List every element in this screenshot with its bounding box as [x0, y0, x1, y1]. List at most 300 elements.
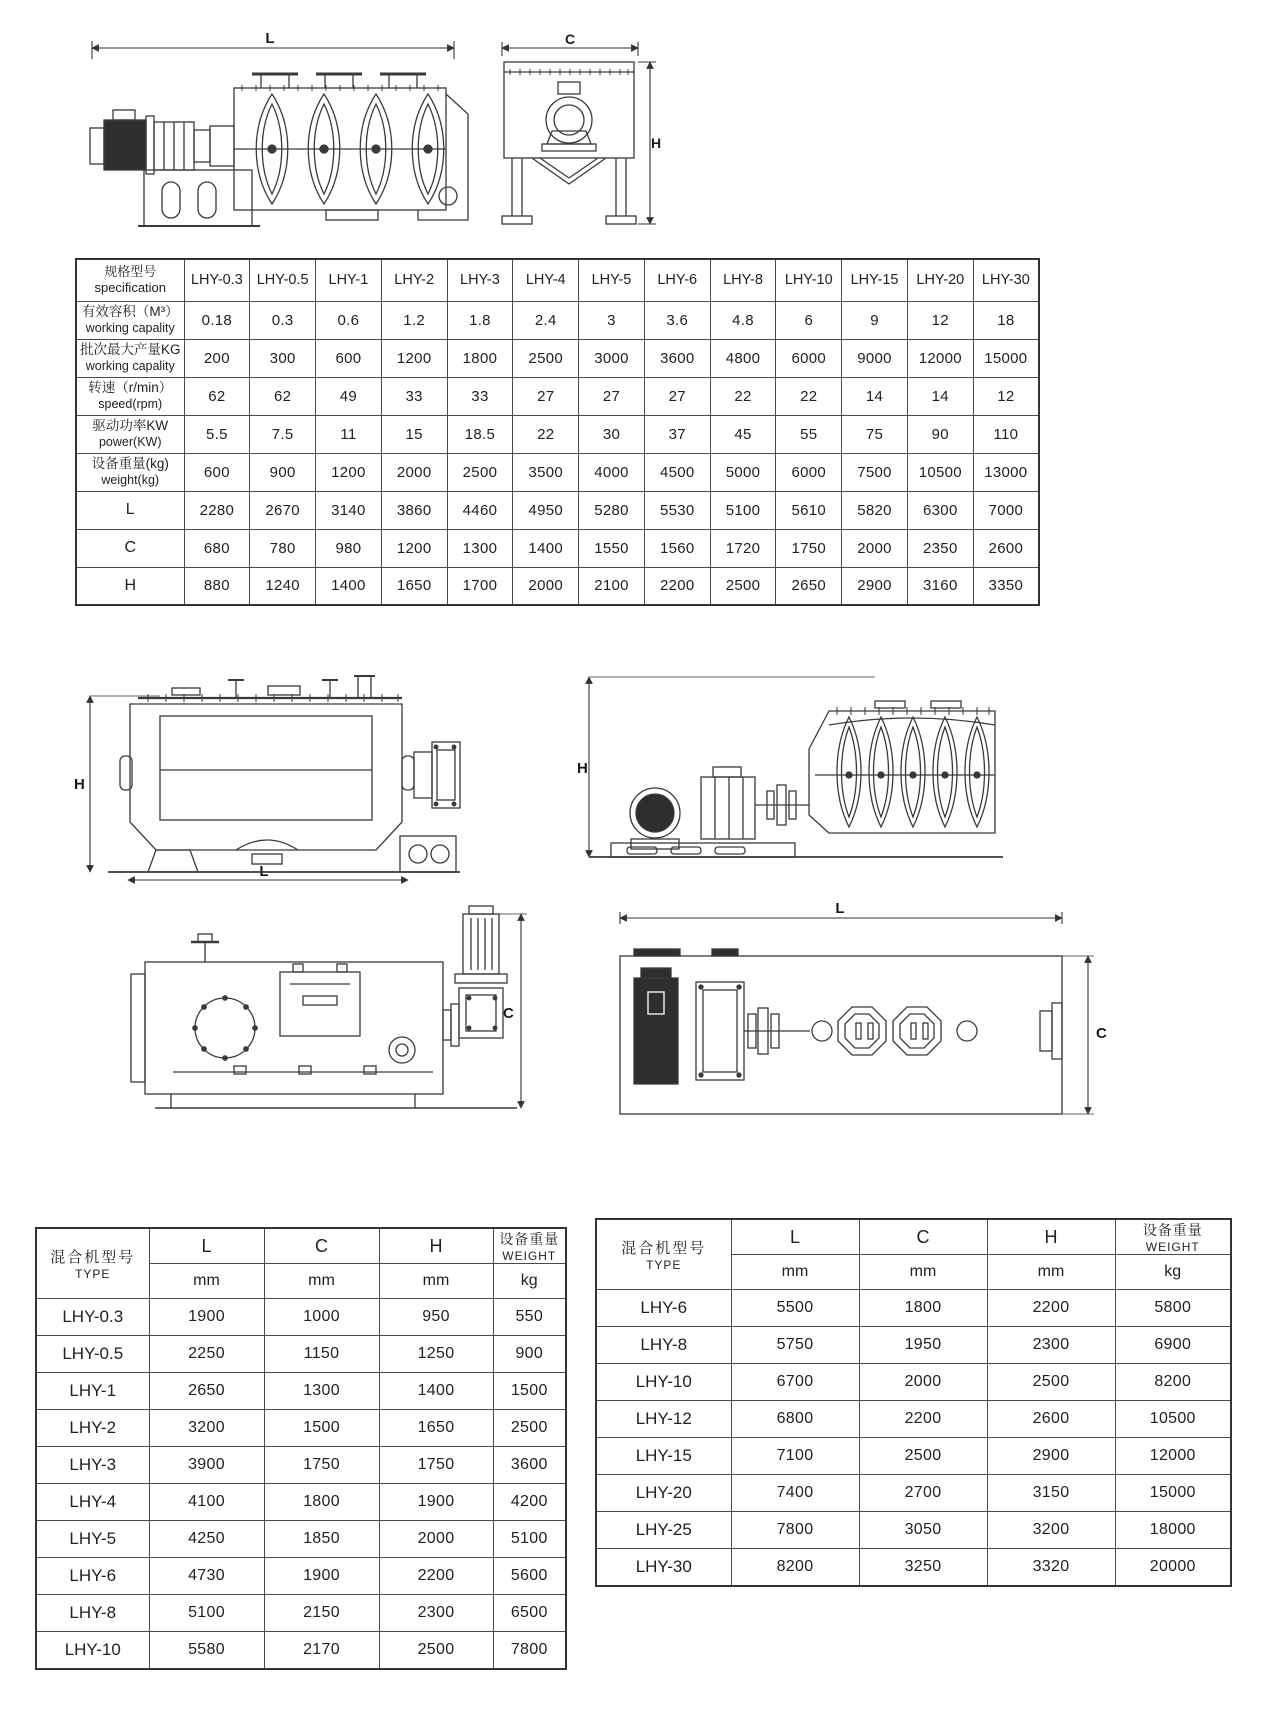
spec-column-header: LHY-1 — [316, 259, 382, 301]
plough-mixer-side-drawing — [80, 28, 470, 233]
dim-cell: 1800 — [859, 1290, 987, 1327]
motor — [634, 968, 678, 1084]
ribbon-mixer-side-drawing — [68, 636, 463, 886]
dim-cell: 3320 — [987, 1549, 1115, 1586]
dim-row-type: LHY-30 — [596, 1549, 731, 1586]
spec-cell: 0.6 — [316, 301, 382, 339]
access-plate — [280, 964, 360, 1036]
dim-cell: 7800 — [731, 1512, 859, 1549]
dim-cell: 1000 — [264, 1299, 379, 1336]
spec-cell: 4.8 — [710, 301, 776, 339]
dim-cell: 2300 — [987, 1327, 1115, 1364]
spec-row — [76, 415, 1039, 453]
spec-row-label — [76, 453, 184, 491]
dim-cell: 1750 — [264, 1447, 379, 1484]
sight-port-inner — [396, 1044, 408, 1056]
spec-cell: 1750 — [776, 529, 842, 567]
dim-cell: 950 — [379, 1299, 493, 1336]
spec-cell: 3500 — [513, 453, 579, 491]
spec-row-label — [76, 339, 184, 377]
dim-cell: 1250 — [379, 1336, 493, 1373]
column-header-weight — [493, 1228, 566, 1264]
dim-cell: 4200 — [493, 1484, 566, 1521]
spec-cell: 37 — [644, 415, 710, 453]
spec-row-label: C — [76, 529, 184, 567]
spec-cell: 30 — [579, 415, 645, 453]
dim-cell: 7100 — [731, 1438, 859, 1475]
weight-header-zh: 设备重量 — [499, 1231, 560, 1247]
spec-row — [76, 491, 1039, 529]
column-header-c: C — [859, 1219, 987, 1255]
dim-cell: 2250 — [149, 1336, 264, 1373]
dim-cell: 1950 — [859, 1327, 987, 1364]
dim-cell: 7800 — [493, 1632, 566, 1669]
spec-cell: 2670 — [250, 491, 316, 529]
spec-cell: 2650 — [776, 567, 842, 605]
dim-row-type: LHY-3 — [36, 1447, 149, 1484]
discharge — [236, 840, 298, 864]
spec-row — [76, 301, 1039, 339]
dimension-c — [1062, 956, 1094, 1114]
motor — [630, 788, 680, 849]
column-header-weight — [1115, 1219, 1231, 1255]
dimension-label-l: L — [259, 863, 269, 880]
spec-cell: 300 — [250, 339, 316, 377]
spec-row — [76, 529, 1039, 567]
dim-row-type: LHY-15 — [596, 1438, 731, 1475]
dim-row — [36, 1521, 566, 1558]
spec-row-label-en: weight(kg) — [101, 472, 160, 487]
spec-cell: 1240 — [250, 567, 316, 605]
tie-rod — [173, 1066, 433, 1074]
spec-cell: 14 — [842, 377, 908, 415]
spec-row-label-en: power(KW) — [98, 434, 162, 449]
spec-row-label: L — [76, 491, 184, 529]
spec-row — [76, 567, 1039, 605]
left-table-body — [36, 1299, 566, 1669]
spec-cell: 200 — [184, 339, 250, 377]
spec-cell: 1200 — [316, 453, 382, 491]
spec-cell: 1400 — [316, 567, 382, 605]
left-dimension-table — [35, 1227, 567, 1670]
spec-cell: 5100 — [710, 491, 776, 529]
drive-unit — [414, 742, 460, 808]
dim-row — [596, 1438, 1231, 1475]
spec-cell: 3140 — [316, 491, 382, 529]
spec-row — [76, 377, 1039, 415]
dim-cell: 2000 — [859, 1364, 987, 1401]
column-header-l: L — [731, 1219, 859, 1255]
dimension-label-h: H — [577, 760, 588, 777]
spec-cell: 6000 — [776, 453, 842, 491]
dim-cell: 1800 — [264, 1484, 379, 1521]
spec-cell: 27 — [579, 377, 645, 415]
right-table-body — [596, 1290, 1231, 1586]
right-dimension-table — [595, 1218, 1232, 1587]
spec-cell: 900 — [250, 453, 316, 491]
dim-cell: 3200 — [987, 1512, 1115, 1549]
dim-cell: 2650 — [149, 1373, 264, 1410]
spec-cell: 2000 — [381, 453, 447, 491]
spec-row-label — [76, 415, 184, 453]
dim-cell: 7400 — [731, 1475, 859, 1512]
spec-row — [76, 339, 1039, 377]
spec-cell: 5530 — [644, 491, 710, 529]
column-header-h: H — [379, 1228, 493, 1264]
dim-row-type: LHY-12 — [596, 1401, 731, 1438]
spec-cell: 1700 — [447, 567, 513, 605]
drive-pedestal — [400, 836, 456, 872]
dim-cell: 2200 — [987, 1290, 1115, 1327]
spec-header-row — [76, 259, 1039, 301]
spec-cell: 4950 — [513, 491, 579, 529]
unit-kg: kg — [1115, 1255, 1231, 1290]
spec-row-label-zh: 驱动功率KW — [92, 418, 169, 434]
dim-cell: 1650 — [379, 1410, 493, 1447]
gearbox — [443, 988, 503, 1046]
dim-row — [596, 1327, 1231, 1364]
dim-row-type: LHY-1 — [36, 1373, 149, 1410]
spec-cell: 45 — [710, 415, 776, 453]
spec-cell: 14 — [907, 377, 973, 415]
spec-cell: 3860 — [381, 491, 447, 529]
type-header-zh: 混合机型号 — [50, 1249, 136, 1266]
plough-mixer-end-drawing — [492, 32, 662, 232]
dim-cell: 6800 — [731, 1401, 859, 1438]
spec-column-header: LHY-5 — [579, 259, 645, 301]
dim-cell: 2200 — [379, 1558, 493, 1595]
sight-port — [389, 1037, 415, 1063]
dim-cell: 4250 — [149, 1521, 264, 1558]
plough-mixer-side-alt-drawing — [575, 655, 1005, 865]
type-column-header — [36, 1228, 149, 1299]
spec-cell: 2500 — [513, 339, 579, 377]
dim-cell: 1500 — [264, 1410, 379, 1447]
spec-cell: 6000 — [776, 339, 842, 377]
gearbox — [701, 767, 809, 839]
unit-kg: kg — [493, 1264, 566, 1299]
dim-row-type: LHY-10 — [36, 1632, 149, 1669]
dim-cell: 1900 — [264, 1558, 379, 1595]
dim-cell: 2900 — [987, 1438, 1115, 1475]
type-header-zh: 混合机型号 — [621, 1240, 707, 1257]
dim-row — [36, 1595, 566, 1632]
spec-cell: 27 — [513, 377, 579, 415]
mount-pads — [634, 949, 738, 956]
spec-cell: 18 — [973, 301, 1039, 339]
dim-cell: 8200 — [731, 1549, 859, 1586]
dim-cell: 2300 — [379, 1595, 493, 1632]
inlet-flange — [193, 996, 257, 1060]
spec-cell: 12000 — [907, 339, 973, 377]
spec-cell: 6 — [776, 301, 842, 339]
dim-cell: 2500 — [987, 1364, 1115, 1401]
dim-cell: 6700 — [731, 1364, 859, 1401]
spec-cell: 1550 — [579, 529, 645, 567]
unit-mm: mm — [731, 1255, 859, 1290]
vertical-motor — [455, 906, 507, 983]
spec-cell: 22 — [776, 377, 842, 415]
dim-cell: 4730 — [149, 1558, 264, 1595]
spec-cell: 3160 — [907, 567, 973, 605]
spec-cell: 980 — [316, 529, 382, 567]
spec-row-label-en: working capality — [85, 320, 175, 335]
gearbox — [154, 122, 234, 170]
dim-row-type: LHY-8 — [36, 1595, 149, 1632]
dim-cell: 5750 — [731, 1327, 859, 1364]
spec-cell: 4460 — [447, 491, 513, 529]
unit-mm: mm — [987, 1255, 1115, 1290]
spec-corner-header — [76, 259, 184, 301]
dim-cell: 12000 — [1115, 1438, 1231, 1475]
unit-mm: mm — [264, 1264, 379, 1299]
spec-cell: 2200 — [644, 567, 710, 605]
dim-row-type: LHY-4 — [36, 1484, 149, 1521]
spec-cell: 22 — [513, 415, 579, 453]
spec-cell: 18.5 — [447, 415, 513, 453]
spec-column-header: LHY-0.5 — [250, 259, 316, 301]
spec-column-header: LHY-30 — [973, 259, 1039, 301]
dim-row-type: LHY-10 — [596, 1364, 731, 1401]
vent-stub — [191, 934, 219, 962]
spec-cell: 600 — [184, 453, 250, 491]
spec-cell: 3.6 — [644, 301, 710, 339]
dim-row — [36, 1484, 566, 1521]
dimension-label-l: L — [835, 900, 845, 917]
spec-cell: 2000 — [842, 529, 908, 567]
dim-cell: 5580 — [149, 1632, 264, 1669]
dim-cell: 10500 — [1115, 1401, 1231, 1438]
spec-column-header: LHY-3 — [447, 259, 513, 301]
spec-cell: 5280 — [579, 491, 645, 529]
column-header-l: L — [149, 1228, 264, 1264]
spec-row-label-en: working capality — [85, 358, 175, 373]
spec-cell: 33 — [381, 377, 447, 415]
dim-row — [36, 1632, 566, 1669]
dim-row — [36, 1558, 566, 1595]
dim-cell: 1400 — [379, 1373, 493, 1410]
dim-cell: 2500 — [859, 1438, 987, 1475]
spec-cell: 7.5 — [250, 415, 316, 453]
dim-cell: 550 — [493, 1299, 566, 1336]
dimension-label-h: H — [74, 776, 85, 793]
dim-cell: 1850 — [264, 1521, 379, 1558]
spec-row-label-zh: 设备重量(kg) — [91, 456, 169, 472]
spec-cell: 2100 — [579, 567, 645, 605]
dim-row — [596, 1401, 1231, 1438]
front-leg — [148, 850, 198, 872]
spec-cell: 110 — [973, 415, 1039, 453]
dim-cell: 3050 — [859, 1512, 987, 1549]
spec-cell: 1560 — [644, 529, 710, 567]
dim-cell: 900 — [493, 1336, 566, 1373]
spec-cell: 12 — [907, 301, 973, 339]
weight-header-en: WEIGHT — [502, 1249, 557, 1263]
dim-row — [596, 1290, 1231, 1327]
dim-cell: 2200 — [859, 1401, 987, 1438]
shaft-bearing — [542, 82, 596, 151]
mixer-top-view-small-drawing — [125, 900, 535, 1160]
spec-cell: 2900 — [842, 567, 908, 605]
dim-cell: 3600 — [493, 1447, 566, 1484]
dim-cell: 2700 — [859, 1475, 987, 1512]
spec-cell: 2350 — [907, 529, 973, 567]
dim-row-type: LHY-8 — [596, 1327, 731, 1364]
spec-cell: 1720 — [710, 529, 776, 567]
dim-cell: 2600 — [987, 1401, 1115, 1438]
spec-cell: 33 — [447, 377, 513, 415]
spec-cell: 5.5 — [184, 415, 250, 453]
spec-cell: 4500 — [644, 453, 710, 491]
dim-cell: 5100 — [149, 1595, 264, 1632]
spec-cell: 13000 — [973, 453, 1039, 491]
spec-column-header: LHY-10 — [776, 259, 842, 301]
spec-cell: 6300 — [907, 491, 973, 529]
motor — [90, 110, 154, 174]
dim-cell: 2000 — [379, 1521, 493, 1558]
dim-cell: 20000 — [1115, 1549, 1231, 1586]
spec-column-header: LHY-2 — [381, 259, 447, 301]
spec-cell: 7000 — [973, 491, 1039, 529]
spec-cell: 3350 — [973, 567, 1039, 605]
dim-cell: 5100 — [493, 1521, 566, 1558]
dim-cell: 6900 — [1115, 1327, 1231, 1364]
dim-cell: 1900 — [379, 1484, 493, 1521]
body-shell — [620, 956, 1062, 1114]
dim-row — [596, 1512, 1231, 1549]
plough-blades — [837, 717, 989, 827]
dim-row — [596, 1549, 1231, 1586]
spec-table — [75, 258, 1040, 606]
spec-cell: 2280 — [184, 491, 250, 529]
spec-row-label-zh: 有效容积（M³） — [81, 304, 179, 320]
dim-cell: 4100 — [149, 1484, 264, 1521]
spec-cell: 0.3 — [250, 301, 316, 339]
spec-cell: 3 — [579, 301, 645, 339]
dim-row-type: LHY-0.5 — [36, 1336, 149, 1373]
spec-cell: 10500 — [907, 453, 973, 491]
spec-cell: 600 — [316, 339, 382, 377]
dimension-label-l: L — [265, 30, 275, 47]
spec-cell: 5000 — [710, 453, 776, 491]
spec-cell: 62 — [184, 377, 250, 415]
dimension-label-c: C — [1096, 1025, 1107, 1042]
unit-mm: mm — [379, 1264, 493, 1299]
spec-cell: 4800 — [710, 339, 776, 377]
spec-column-header: LHY-8 — [710, 259, 776, 301]
dim-cell: 3200 — [149, 1410, 264, 1447]
spec-table-body — [76, 301, 1039, 605]
weight-header-en: WEIGHT — [1145, 1240, 1200, 1254]
dim-cell: 1150 — [264, 1336, 379, 1373]
dim-row — [596, 1364, 1231, 1401]
dim-cell: 2500 — [493, 1410, 566, 1447]
spec-corner-en: specification — [94, 280, 167, 296]
unit-mm: mm — [859, 1255, 987, 1290]
spec-cell: 15 — [381, 415, 447, 453]
dim-cell: 1500 — [493, 1373, 566, 1410]
dim-row-type: LHY-0.3 — [36, 1299, 149, 1336]
end-bearing — [1040, 1003, 1062, 1059]
pedestal — [138, 170, 260, 226]
dim-row-type: LHY-25 — [596, 1512, 731, 1549]
dimension-label-c: C — [564, 32, 576, 47]
spec-cell: 1.8 — [447, 301, 513, 339]
dim-cell: 8200 — [1115, 1364, 1231, 1401]
spec-row — [76, 453, 1039, 491]
spec-cell: 0.18 — [184, 301, 250, 339]
spec-cell: 2.4 — [513, 301, 579, 339]
dim-row — [36, 1410, 566, 1447]
dim-row-type: LHY-6 — [596, 1290, 731, 1327]
spec-cell: 5610 — [776, 491, 842, 529]
spec-column-header: LHY-0.3 — [184, 259, 250, 301]
spec-cell: 880 — [184, 567, 250, 605]
spec-cell: 2000 — [513, 567, 579, 605]
spec-cell: 1200 — [381, 339, 447, 377]
dim-cell: 18000 — [1115, 1512, 1231, 1549]
dim-cell: 2500 — [379, 1632, 493, 1669]
spec-row-label-zh: 转速（r/min） — [88, 380, 173, 396]
spec-cell: 4000 — [579, 453, 645, 491]
dim-row-type: LHY-6 — [36, 1558, 149, 1595]
column-header-c: C — [264, 1228, 379, 1264]
spec-cell: 12 — [973, 377, 1039, 415]
spec-cell: 62 — [250, 377, 316, 415]
dim-cell: 1900 — [149, 1299, 264, 1336]
dim-row-type: LHY-5 — [36, 1521, 149, 1558]
dim-cell: 5500 — [731, 1290, 859, 1327]
dim-cell: 3250 — [859, 1549, 987, 1586]
spec-column-header: LHY-15 — [842, 259, 908, 301]
spec-cell: 15000 — [973, 339, 1039, 377]
column-header-h: H — [987, 1219, 1115, 1255]
dim-row — [36, 1373, 566, 1410]
spec-cell: 1.2 — [381, 301, 447, 339]
spec-cell: 9000 — [842, 339, 908, 377]
spec-cell: 22 — [710, 377, 776, 415]
shaft-ports — [812, 1007, 977, 1055]
spec-cell: 49 — [316, 377, 382, 415]
dim-row — [36, 1336, 566, 1373]
dimension-label-h: H — [651, 135, 662, 151]
dim-cell: 1750 — [379, 1447, 493, 1484]
spec-cell: 1200 — [381, 529, 447, 567]
dim-row — [36, 1447, 566, 1484]
spec-cell: 1650 — [381, 567, 447, 605]
unit-mm: mm — [149, 1264, 264, 1299]
discharge — [326, 210, 378, 220]
dim-cell: 15000 — [1115, 1475, 1231, 1512]
dimension-label-c: C — [503, 1005, 514, 1022]
spec-row-label: H — [76, 567, 184, 605]
spec-row-label — [76, 301, 184, 339]
spec-cell: 1300 — [447, 529, 513, 567]
dim-cell: 6500 — [493, 1595, 566, 1632]
gearbox — [696, 982, 810, 1080]
spec-row-label-zh: 批次最大产量KG — [79, 342, 181, 358]
mixer-top-view-large-drawing — [610, 898, 1110, 1158]
top-cover — [138, 676, 402, 702]
spec-cell: 2600 — [973, 529, 1039, 567]
base-legs — [502, 158, 636, 224]
dim-row-type: LHY-2 — [36, 1410, 149, 1447]
top-nozzles — [252, 74, 426, 88]
spec-cell: 3000 — [579, 339, 645, 377]
spec-cell: 7500 — [842, 453, 908, 491]
spec-column-header: LHY-6 — [644, 259, 710, 301]
spec-cell: 1400 — [513, 529, 579, 567]
